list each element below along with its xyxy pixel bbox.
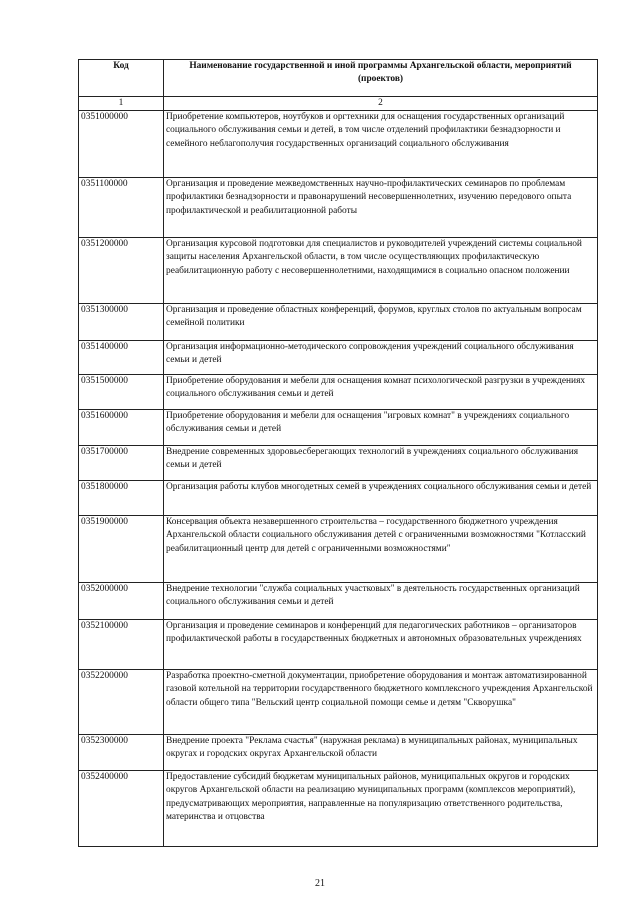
table-row [79, 771, 598, 847]
row-code: 0351200000 [79, 238, 164, 304]
row-code: 0351700000 [79, 446, 164, 481]
row-text: Внедрение современных здоровьесберегающих технологий в учреждениях социального обслуживания семьи и детей [164, 446, 598, 481]
row-text: Организация работы клубов многодетных семей в учреждениях социального обслуживания семьи и детей [164, 481, 598, 516]
row-code: 0352100000 [79, 620, 164, 670]
column-number-row [79, 97, 598, 111]
table-row [79, 583, 598, 620]
table-header-row [79, 60, 598, 97]
table-row [79, 304, 598, 341]
table-row [79, 620, 598, 670]
page-number: 21 [315, 878, 325, 889]
row-code: 0351900000 [79, 516, 164, 583]
row-code: 0351400000 [79, 341, 164, 375]
table-row [79, 516, 598, 583]
row-code: 0351100000 [79, 178, 164, 238]
header-code: Код [79, 60, 164, 97]
table-row [79, 375, 598, 410]
header-name: Наименование государственной и иной программы Архангельской области, мероприятий (проектов) [164, 60, 598, 97]
budget-codes-table [78, 59, 598, 847]
column-number-2: 2 [164, 97, 598, 111]
table-row [79, 446, 598, 481]
column-number-1: 1 [79, 97, 164, 111]
row-text: Консервация объекта незавершенного строительства – государственного бюджетного учреждения Архангельской области социального обслуживания детей с ограниченными возможностями "Котласский реабилитационный центр для детей с ограниченными возможностями" [164, 516, 598, 583]
row-code: 0351000000 [79, 111, 164, 178]
row-text: Организация и проведение областных конференций, форумов, круглых столов по актуальным вопросам семейной политики [164, 304, 598, 341]
row-code: 0351300000 [79, 304, 164, 341]
table-row [79, 178, 598, 238]
table-row [79, 481, 598, 516]
row-code: 0352000000 [79, 583, 164, 620]
row-text: Организация и проведение межведомственных научно-профилактических семинаров по проблемам профилактики безнадзорности и правонарушений несовершеннолетних, изучению передового опыта профилактической и реабилитационной работы [164, 178, 598, 238]
row-text: Организация курсовой подготовки для специалистов и руководителей учреждений системы социальной защиты населения Архангельской области, в том числе осуществляющих профилактическую реабилитационную работу с несовершеннолетними, находящимися в социально опасном положении [164, 238, 598, 304]
row-code: 0352200000 [79, 670, 164, 735]
row-code: 0352300000 [79, 735, 164, 771]
row-text: Внедрение технологии "служба социальных участковых" в деятельность государственных организаций социального обслуживания семьи и детей [164, 583, 598, 620]
row-text: Внедрение проекта "Реклама счастья" (наружная реклама) в муниципальных районах, муниципальных округах и городских округах Архангельской области [164, 735, 598, 771]
table-row [79, 670, 598, 735]
table-row [79, 238, 598, 304]
row-text: Организация информационно-методического сопровождения учреждений социального обслуживания семьи и детей [164, 341, 598, 375]
row-text: Приобретение оборудования и мебели для оснащения комнат психологической разгрузки в учреждениях социального обслуживания семьи и детей [164, 375, 598, 410]
table-row [79, 111, 598, 178]
row-text: Предоставление субсидий бюджетам муниципальных районов, муниципальных округов и городских округов Архангельской области на реализацию муниципальных программ (комплексов мероприятий), предусматривающих мероприятия, направленные на популяризацию ответственного родительства, материнства и отцовства [164, 771, 598, 847]
row-text: Приобретение компьютеров, ноутбуков и оргтехники для оснащения государственных организаций социального обслуживания семьи и детей, в том числе отделений профилактики безнадзорности и семейного неблагополучия государственных организаций социального обслуживания [164, 111, 598, 178]
row-code: 0351600000 [79, 410, 164, 446]
table-row [79, 410, 598, 446]
table-row [79, 735, 598, 771]
row-code: 0351800000 [79, 481, 164, 516]
row-text: Приобретение оборудования и мебели для оснащения "игровых комнат" в учреждениях социального обслуживания семьи и детей [164, 410, 598, 446]
row-text: Разработка проектно-сметной документации, приобретение оборудования и монтаж автоматизированной газовой котельной на территории государственного бюджетного комплексного учреждения Архангельской области общего типа "Вельский центр социальной помощи семье и детям "Скворушка" [164, 670, 598, 735]
table-row [79, 341, 598, 375]
row-text: Организация и проведение семинаров и конференций для педагогических работников – организаторов профилактической работы в государственных бюджетных и автономных образовательных учреждениях [164, 620, 598, 670]
row-code: 0352400000 [79, 771, 164, 847]
row-code: 0351500000 [79, 375, 164, 410]
